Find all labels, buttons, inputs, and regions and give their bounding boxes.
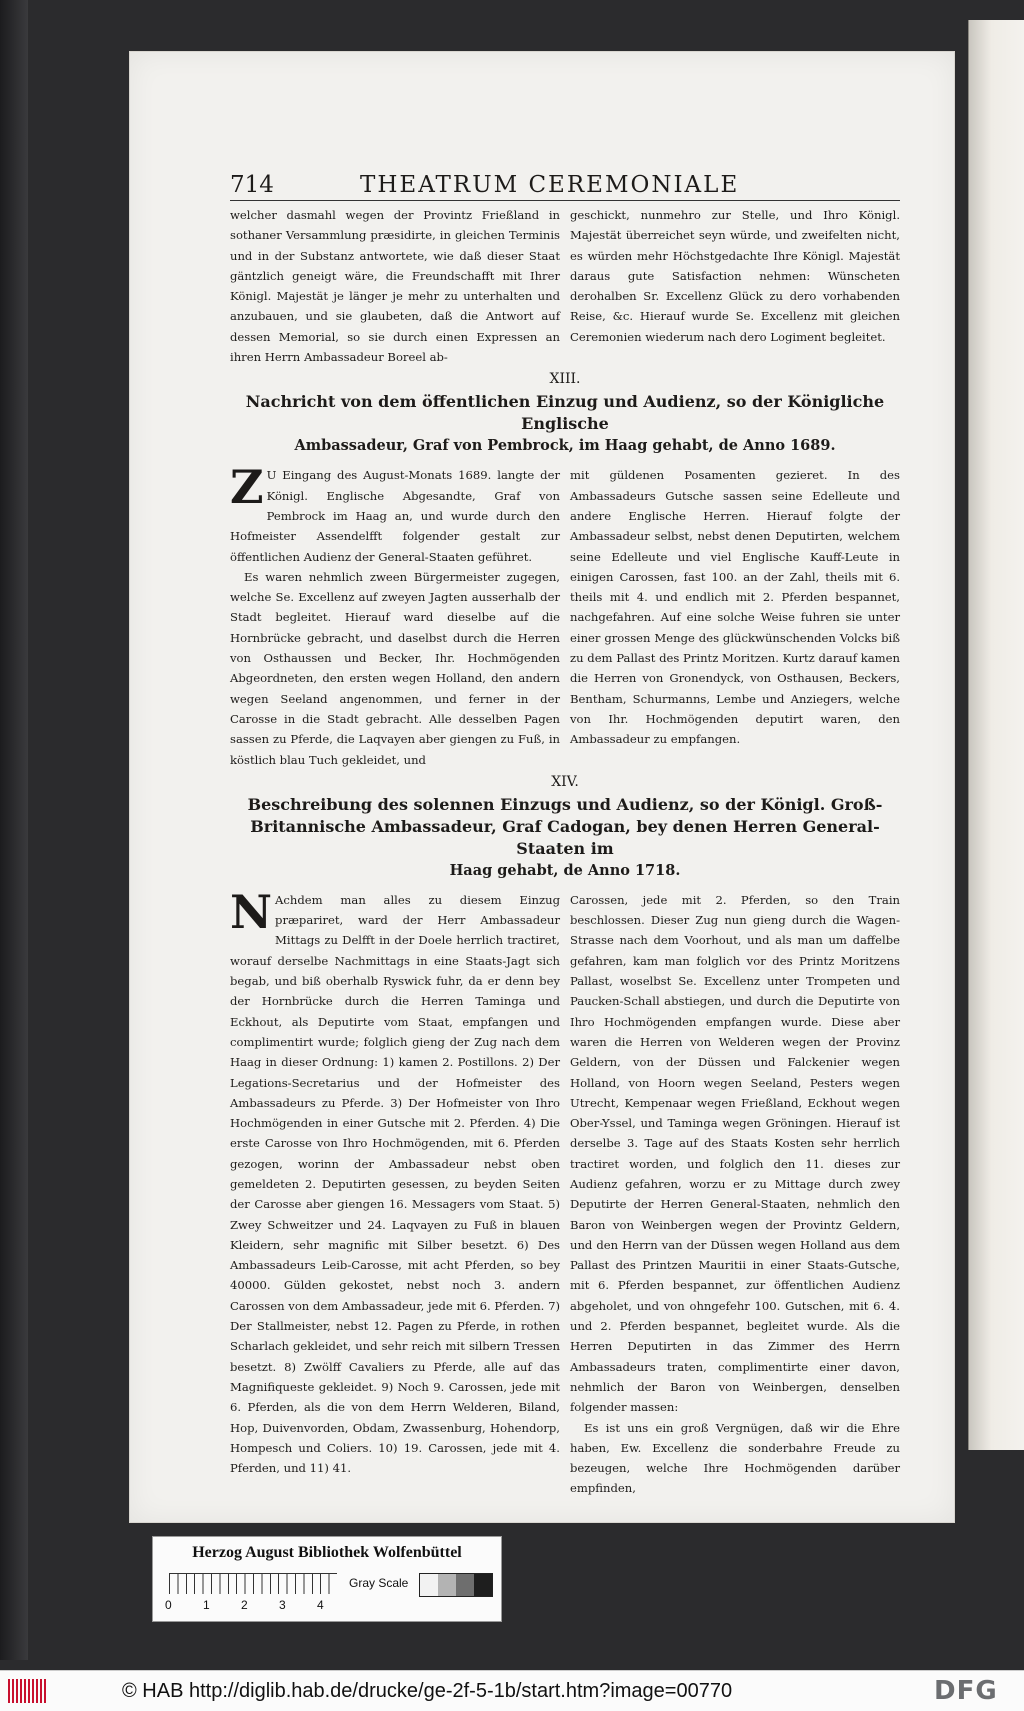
paragraph: geschickt, nunmehro zur Stelle, und Ihro Königl. Majestät überreichet seyn würde, und zweifelten nicht, es würden mehr Höchstgedachte Ihre Königl. Majestät daraus gute Satisfaction nehmen: Wünscheten derohalben Sr. Excellenz Glück zu dero vorhabenden Reise, &c. Hierauf wurde Se. Excellenz mit gleichen Ceremonien wiederum nach dero Logiment begleitet.	[570, 208, 900, 344]
ruler-number: 4	[317, 1598, 324, 1612]
scan-reference-label	[152, 1536, 502, 1622]
paragraph: Es waren nehmlich zween Bürgermeister zugegen, welche Se. Excellenz auf zweyen Jagten ausserhalb der Stadt begleitet. Hierauf ward dieselbe auf die Hornbrücke gebracht, und daselbst durch die Herren von Osthaussen und Becker, Ihr. Hochmögenden Abgeordneten, den ersten wegen Holland, den andern wegen Seeland angenommen, und ferner in der Carosse in die Stadt gebracht. Alle desselben Pagen sassen zu Pferde, die Laqvayen aber giengen zu Fuß, in köstlich blau Tuch gekleidet, und	[230, 569, 560, 767]
top-right-column	[570, 205, 900, 367]
heading-line: Beschreibung des solennen Einzugs und Audienz, so der Königl. Groß-Britannische Ambassadeur, Graf Cadogan, bey denen Herren General-Staaten im	[247, 794, 883, 858]
heading-line: Ambassadeur, Graf von Pembrock, im Haag gehabt, de Anno 1689.	[294, 437, 836, 455]
book-page	[130, 52, 954, 1522]
scale-ruler	[169, 1573, 337, 1594]
running-title: THEATRUM CEREMONIALE	[360, 172, 740, 198]
ruler-numbers	[165, 1597, 365, 1615]
gray-swatch	[438, 1574, 456, 1596]
section-number: XIII.	[549, 371, 581, 388]
section-heading	[240, 391, 890, 457]
barcode-icon	[8, 1679, 46, 1703]
paragraph-text: Achdem man alles zu diesem Einzug præpariret, ward der Herr Ambassadeur Mittags zu Delfft in der Doele herrlich tractiret, worauf derselbe Nachmittags in eine Staats-Jagt sich begab, und biß oberhalb Ryswick fuhr, da er denn bey der Hornbrücke durch die Herren Taminga und Eckhout, als Deputirte vom Staat, empfangen und complimentirt wurde; folglich gieng der Zug nach dem Haag in dieser Ordnung: 1) kamen 2. Postillons. 2) Der Legations-Secretarius und der Hofmeister des Ambassadeurs zu Pferde. 3) Der Hofmeister von Ihro Hochmögenden in einer Gutsche mit 2. Pferden. 4) Die erste Carosse von Ihro Hochmögenden, mit 6. Pferden gezogen, worinn der Ambassadeur nebst oben gemeldeten 2. Deputirten gesessen, zu beyden Seiten der Carosse aber giengen 16. Messagers vom Staat. 5) Zwey Schweitzer und 24. Laqvayen zu Fuß in blauen Kleidern, sehr magnific mit Silber besetzt. 6) Des Ambassadeurs Leib-Carosse, mit acht Pferden, so bey 40000. Gülden gekostet, nebst noch 3. andern Carossen von dem Ambassadeur, jede mit 6. Pferden. 7) Der Stallmeister, nebst 12. Pagen zu Pferde, in rothen Scharlach gekleidet, und sehr reich mit silbern Tressen besetzt. 8) Zwölff Cavaliers zu Pferde, alle auf das Magnifiqueste gekleidet. 9) Noch 9. Carossen, jede mit 6. Pferden, als die von dem Herrn Welderen, Biland, Hop, Duivenvorden, Obdam, Zwassenburg, Hohendorp, Hompesch und Coliers. 10) 19. Carossen, jede mit 4. Pferden, und 11) 41.	[230, 892, 560, 1476]
paragraph: Es ist uns ein groß Vergnügen, daß wir die Ehre haben, Ew. Excellenz die sonderbahre Freude zu bezeugen, welche Ihre Hochmögenden darüber empfinden,	[570, 1420, 900, 1496]
heading-line: Haag gehabt, de Anno 1718.	[449, 861, 681, 879]
source-credit-link[interactable]: © HAB http://diglib.hab.de/drucke/ge-2f-5-1b/start.htm?image=00770	[122, 1680, 733, 1702]
paragraph	[230, 884, 560, 1479]
page-content	[230, 170, 900, 1499]
gray-swatch	[420, 1574, 438, 1596]
gray-scale-swatches	[419, 1573, 493, 1597]
book-edge-left	[0, 0, 28, 1660]
paragraph: Carossen, jede mit 2. Pferden, so den Train beschlossen. Dieser Zug nun gieng durch die Wagen-Strasse nach dem Voorhout, und als man um daffelbe gefahren, kam man folglich vor des Printz Moritzens Pallast, woselbst Se. Excellenz unter Trompeten und Paucken-Schall abstiegen, und durch die Deputirte von Ihro Hochmögenden empfangen wurde. Diese aber waren die Herren von Welderen wegen der Provinz Geldern, von der Düssen und Falckenier wegen Holland, von Hoorn wegen Seeland, Pesters wegen Utrecht, Kempenaar wegen Frießland, Eckhout wegen Ober-Yssel, und Taminga wegen Gröningen. Hierauf ist derselbe 3. Tage auf des Staats Kosten sehr herrlich tractiret worden, und folglich den 11. dieses zur Audienz gefahren, worzu er zu Mittage durch zwey Deputirte der Herren General-Staaten, nehmlich den Baron von Weinbergen wegen der Provintz Geldern, und den Herrn van der Düssen wegen Holland aus dem Pallast des Printzen Mauritii in einer Staats-Gutsche, mit 6. Pferden bespannet, zur öffentlichen Audienz abgeholet, und von ohngefehr 100. Gutschen, mit 6. 4. und 2. Pferden bespannet, begleitet wurde. Als die Herren Deputirten in das Zimmer des Herrn Ambassadeurs traten, complimentirte einer davon, nehmlich der Baron von Weinbergen, denselben folgender massen:	[570, 892, 900, 1415]
section14-left-column	[230, 884, 560, 1499]
section13-left-column	[230, 460, 560, 769]
drop-cap: Z	[230, 460, 264, 515]
library-name: Herzog August Bibliothek Wolfenbüttel	[192, 1544, 462, 1561]
paragraph: welcher dasmahl wegen der Provintz Frießland in sothaner Versammlung præsidirte, in gleichen Terminis und in der Substanz antwortete, wie daß dieser Staat gäntzlich geneigt wäre, die Freundschafft mit Ihrer Königl. Majestät je länger je mehr zu unterhalten und anzubauen, und sie glaubeten, daß die Antwort auf dessen Memorial, so sie durch einen Expressen an ihren Herrn Ambassadeur Boreel ab-	[230, 208, 560, 365]
ruler-number: 0	[165, 1598, 172, 1612]
paragraph	[230, 460, 560, 566]
section-heading	[240, 794, 890, 882]
section13-right-column	[570, 465, 900, 769]
running-head	[230, 170, 900, 201]
gray-scale-label: Gray Scale	[349, 1576, 409, 1590]
paragraph: mit güldenen Posamenten gezieret. In des Ambassadeurs Gutsche sassen seine Edelleute und andere Englische Herren. Hierauf folgte der Ambassadeur selbst, nebst denen Deputirten, welchem seine Edelleute und viel Englische Kauff-Leute in einigen Carossen, fast 100. an der Zahl, theils mit 6. theils mit 4. und endlich mit 2. Pferden bespannet, nachgefahren. Auf eine solche Weise fuhren sie unter einer grossen Menge des glückwünschenden Volcks biß zu dem Pallast des Printz Moritzen. Kurtz darauf kamen die Herren von Gronendyck, von Osthausen, Beckers, Bentham, Schurmanns, Lembe und Anziegers, welche von Ihr. Hochmögenden deputirt waren, den Ambassadeur zu empfangen.	[570, 468, 900, 747]
adjacent-page-edge	[968, 20, 1024, 1450]
drop-cap: N	[230, 884, 273, 939]
top-left-column	[230, 205, 560, 367]
gray-swatch	[474, 1574, 492, 1596]
ruler-number: 1	[203, 1598, 210, 1612]
paragraph-text: U Eingang des August-Monats 1689. langte der Königl. Englische Abgesandte, Graf von Pembrock im Haag an, und wurde durch den Hofmeister Assendelfft folgender gestalt zur öffentlichen Audienz der General-Staaten geführet.	[230, 468, 560, 564]
top-columns	[230, 205, 900, 367]
ruler-number: 2	[241, 1598, 248, 1612]
page-number: 714	[230, 172, 274, 198]
footer-bar	[0, 1670, 1024, 1711]
section14-right-column	[570, 890, 900, 1499]
section14-columns	[230, 884, 900, 1499]
ruler-number: 3	[279, 1598, 286, 1612]
heading-line: Nachricht von dem öffentlichen Einzug und Audienz, so der Königliche Englische	[245, 392, 885, 434]
section13-columns	[230, 460, 900, 769]
section-number: XIV.	[551, 773, 579, 790]
dfg-logo: DFG	[934, 1676, 998, 1706]
gray-swatch	[456, 1574, 474, 1596]
